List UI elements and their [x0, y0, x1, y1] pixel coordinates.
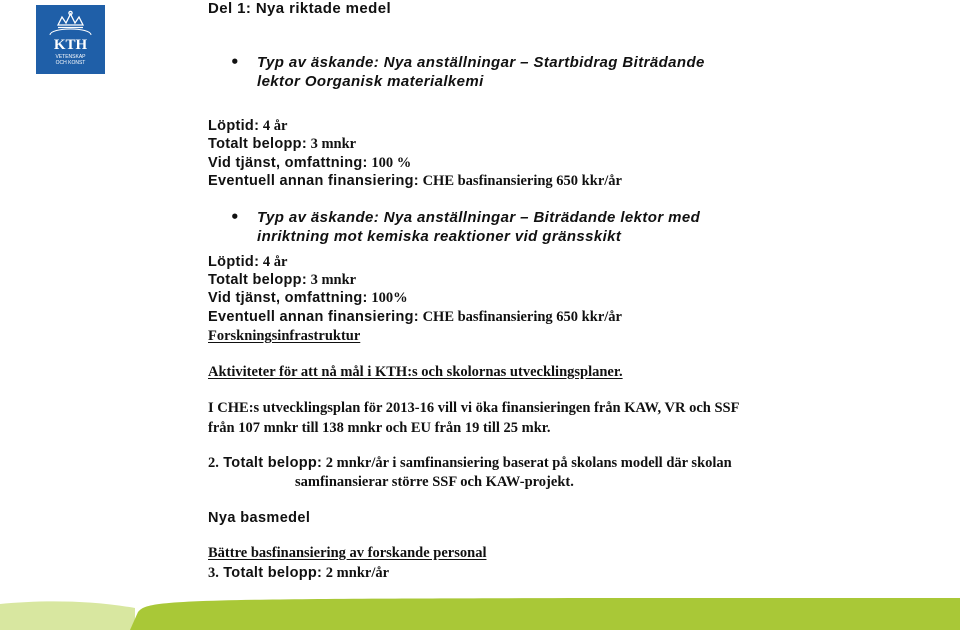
loptid-value: 4 år [259, 118, 288, 134]
infra-paragraph-line2: från 107 mnkr till 138 mnkr och EU från 19 till 25 mkr. [208, 420, 551, 436]
finans-label: Eventuell annan finansiering: [208, 309, 419, 325]
section2-title-line1: Typ av äskande: Nya anställningar – Biträdande lektor med [257, 209, 701, 226]
finans-value: CHE basfinansiering 650 kkr/år [418, 309, 622, 325]
section2-finans [208, 309, 622, 326]
belopp-label: Totalt belopp: [208, 272, 307, 288]
page-title: Del 1: Nya riktade medel [208, 0, 392, 17]
loptid-value: 4 år [259, 254, 288, 270]
loptid-label: Löptid: [208, 254, 260, 270]
tjanst-value: 100% [367, 290, 408, 306]
section1-title-line1: Typ av äskande: Nya anställningar – Startbidrag Biträdande [257, 54, 705, 71]
logo-subtext-2: OCH KONST [55, 60, 86, 66]
infra-heading: Forskningsinfrastruktur [208, 328, 361, 344]
logo-text: KTH [53, 37, 88, 53]
tjanst-label: Vid tjänst, omfattning: [208, 290, 368, 306]
tjanst-label: Vid tjänst, omfattning: [208, 155, 368, 171]
belopp-value: 3 mnkr [306, 272, 357, 288]
kth-logo [36, 5, 105, 74]
finans-value: CHE basfinansiering 650 kkr/år [418, 173, 622, 189]
section2-loptid [208, 254, 287, 271]
item3-value: 2 mnkr/år [322, 565, 390, 581]
footer-decoration [0, 598, 960, 630]
loptid-label: Löptid: [208, 118, 260, 134]
item2-line2: samfinansierar större SSF och KAW-projekt. [295, 474, 574, 490]
tjanst-value: 100 % [367, 155, 412, 171]
finans-label: Eventuell annan finansiering: [208, 173, 419, 189]
bullet-1: • [230, 53, 240, 71]
basmedel-heading: Nya basmedel [208, 510, 311, 526]
bullet-2: • [230, 208, 240, 226]
section1-tjanst [208, 155, 411, 172]
belopp-value: 3 mnkr [306, 136, 357, 152]
section1-title-line2: lektor Oorganisk materialkemi [257, 73, 484, 90]
item2-value: 2 mnkr/år i samfinansiering baserat på skolans modell där skolan [322, 455, 732, 471]
infra-paragraph-line1: I CHE:s utvecklingsplan för 2013-16 vill vi öka finansieringen från KAW, VR och SSF [208, 400, 740, 416]
section2-tjanst [208, 290, 408, 307]
item3-number: 3. [208, 565, 219, 581]
section2-belopp [208, 272, 356, 289]
belopp-label: Totalt belopp: [208, 136, 307, 152]
section1-finans [208, 173, 622, 190]
section1-belopp [208, 136, 356, 153]
item3-label: Totalt belopp: [218, 565, 323, 581]
basmedel-subheading: Bättre basfinansiering av forskande personal [208, 545, 487, 561]
item-2 [208, 455, 732, 472]
section2-title-line2: inriktning mot kemiska reaktioner vid gränsskikt [257, 228, 622, 245]
logo-subtext-1: VETENSKAP [55, 54, 86, 60]
section1-loptid [208, 118, 287, 135]
item2-number: 2. [208, 455, 219, 471]
item-3 [208, 565, 389, 582]
item2-label: Totalt belopp: [218, 455, 323, 471]
activities-heading: Aktiviteter för att nå mål i KTH:s och skolornas utvecklingsplaner. [208, 364, 623, 380]
